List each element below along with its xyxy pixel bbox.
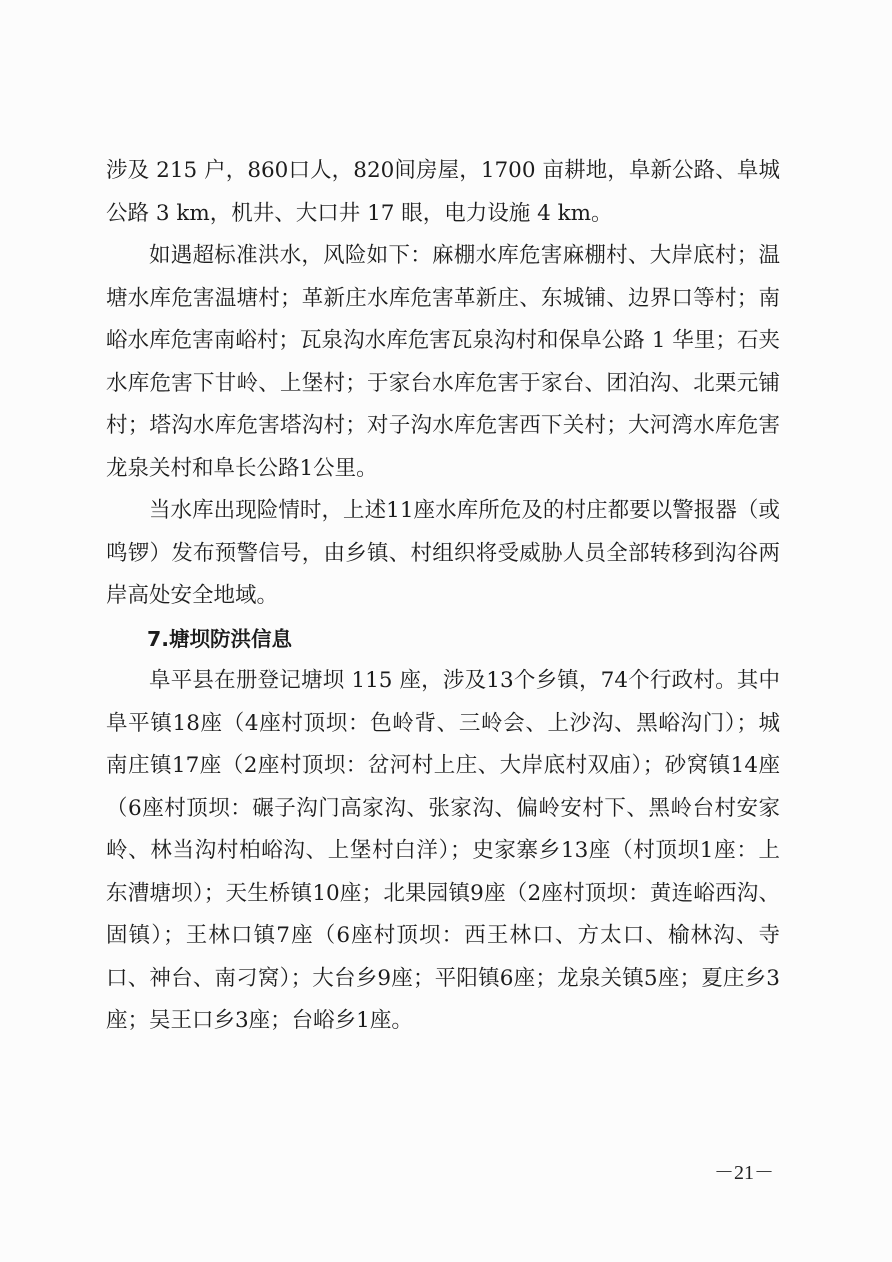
paragraph-affected-scope: 涉及 215 户，860口人，820间房屋，1700 亩耕地，阜新公路、阜城公路 3 km，机井、大口井 17 眼，电力设施 4 km。	[106, 158, 780, 226]
section-heading: 7.塘坝防洪信息	[147, 626, 293, 651]
paragraph-pond-dam-info: 阜平县在册登记塘坝 115 座，涉及13个乡镇，74个行政村。其中阜平镇18座（4座村顶坝：色岭背、三岭会、上沙沟、黑峪沟门）；城南庄镇17座（2座村顶坝：岔河村上庄、大岸底村双庙）；砂窝镇14座（6座村顶坝：碾子沟门高家沟、张家沟、偏岭安村下、黑岭台村安家岭、林当沟村柏峪沟、上堡村白洋）；史家寨乡13座（村顶坝1座：上东漕塘坝）；天生桥镇10座；北果园镇9座（2座村顶坝：黄连峪西沟、固镇）；王林口镇7座（6座村顶坝：西王林口、方太口、榆林沟、寺口、神台、南刁窝）；大台乡9座；平阳镇6座；龙泉关镇5座；夏庄乡3座；吴王口乡3座；台峪乡1座。	[106, 668, 780, 1033]
page-number: －21－	[714, 1162, 774, 1184]
body-text	[106, 150, 780, 1043]
paragraph-warning-evacuation: 当水库出现险情时，上述11座水库所危及的村庄都要以警报器（或鸣锣）发布预警信号，由乡镇、村组织将受威胁人员全部转移到沟谷两岸高处安全地域。	[106, 498, 780, 608]
paragraph-flood-risk: 如遇超标准洪水，风险如下：麻棚水库危害麻棚村、大岸底村；温塘水库危害温塘村；革新庄水库危害革新庄、东城铺、边界口等村；南峪水库危害南峪村；瓦泉沟水库危害瓦泉沟村和保阜公路 1 华里；石夹水库危害下甘岭、上堡村；于家台水库危害于家台、团泊沟、北栗元铺村；塔沟水库危害塔沟村；对子沟水库危害西下关村；大河湾水库危害龙泉关村和阜长公路1公里。	[106, 243, 780, 481]
